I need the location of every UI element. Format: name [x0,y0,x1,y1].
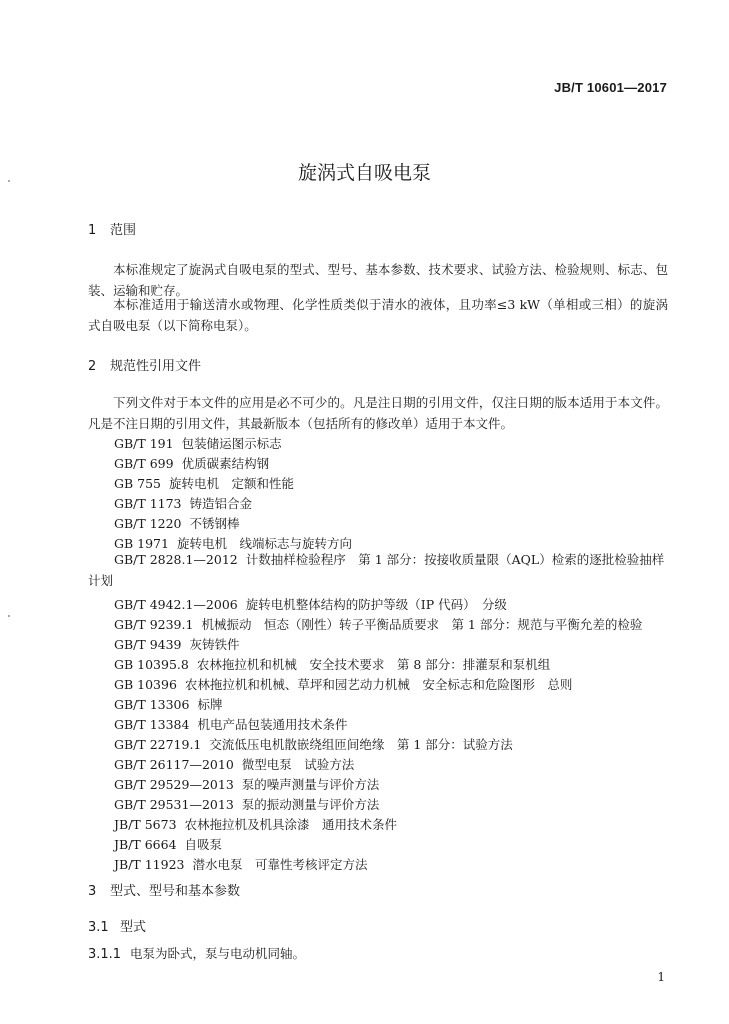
reference-item: GB/T 699 优质碳素结构钢 [114,456,270,471]
section-3-heading [88,880,240,899]
standard-number: JB/T 10601—2017 [554,80,667,95]
clause-text: 电泵为卧式，泵与电动机同轴。 [130,946,306,961]
section-number: 1 [88,223,97,238]
reference-item: GB/T 4942.1—2006 旋转电机整体结构的防护等级（IP 代码） 分级 [114,597,507,612]
reference-item: GB/T 1173 铸造铝合金 [114,496,253,511]
reference-item: JB/T 11923 潜水电泵 可靠性考核评定方法 [114,857,368,872]
reference-item: GB 755 旋转电机 定额和性能 [114,476,295,491]
reference-item: GB/T 22719.1 交流低压电机散嵌绕组匝间绝缘 第 1 部分：试验方法 [114,737,513,752]
page-number: 1 [657,970,665,984]
subsection-title: 型式 [120,920,147,935]
reference-item: JB/T 6664 自吸泵 [114,837,223,852]
reference-item: GB 10395.8 农林拖拉机和机械 安全技术要求 第 8 部分：排灌泵和泵机组 [114,657,551,672]
scan-mark [8,615,10,617]
section-title: 范围 [110,223,137,238]
subsection-number: 3.1 [88,920,109,935]
section-title: 型式、型号和基本参数 [110,884,241,899]
reference-item: GB/T 9439 灰铸铁件 [114,637,240,652]
section-1-heading [88,219,136,238]
reference-item: GB 1971 旋转电机 线端标志与旋转方向 [114,536,352,551]
reference-item: GB/T 29529—2013 泵的噪声测量与评价方法 [114,777,380,792]
reference-item: GB/T 13384 机电产品包装通用技术条件 [114,717,348,732]
section-number: 2 [88,359,97,374]
section-2-intro: 下列文件对于本文件的应用是必不可少的。凡是注日期的引用文件，仅注日期的版本适用于本文件。凡是不注日期的引用文件，其最新版本（包括所有的修改单）适用于本文件。 [88,395,668,431]
scan-mark [8,180,10,182]
reference-item: GB/T 2828.1—2012 计数抽样检验程序 第 1 部分：按接收质量限（AQL）检索的逐批检验抽样计划 [88,552,665,588]
section-title: 规范性引用文件 [110,359,202,374]
subsection-3-1-heading [88,916,146,935]
reference-item: GB/T 26117—2010 微型电泵 试验方法 [114,757,355,772]
reference-item: GB/T 13306 标牌 [114,697,223,712]
reference-item: GB/T 1220 不锈钢棒 [114,516,240,531]
reference-item: GB 10396 农林拖拉机和机械、草坪和园艺动力机械 安全标志和危险图形 总则 [114,677,573,692]
section-1-paragraph-1: 本标准规定了旋涡式自吸电泵的型式、型号、基本参数、技术要求、试验方法、检验规则、标志、包装、运输和贮存。 [88,262,668,298]
section-2-heading [88,355,201,374]
section-1-paragraph-2: 本标准适用于输送清水或物理、化学性质类似于清水的液体，且功率≤3 kW（单相或三相）的旋涡式自吸电泵（以下简称电泵）。 [88,297,668,333]
clause-3-1-1 [88,944,305,962]
section-number: 3 [88,884,97,899]
reference-item: JB/T 5673 农林拖拉机及机具涂漆 通用技术条件 [114,817,398,832]
reference-item: GB/T 9239.1 机械振动 恒态（刚性）转子平衡品质要求 第 1 部分：规范与平衡允差的检验 [114,617,643,632]
reference-item: GB/T 29531—2013 泵的振动测量与评价方法 [114,797,380,812]
document-title: 旋涡式自吸电泵 [297,162,431,184]
clause-number: 3.1.1 [88,947,122,962]
reference-item: GB/T 191 包装储运图示标志 [114,436,282,451]
